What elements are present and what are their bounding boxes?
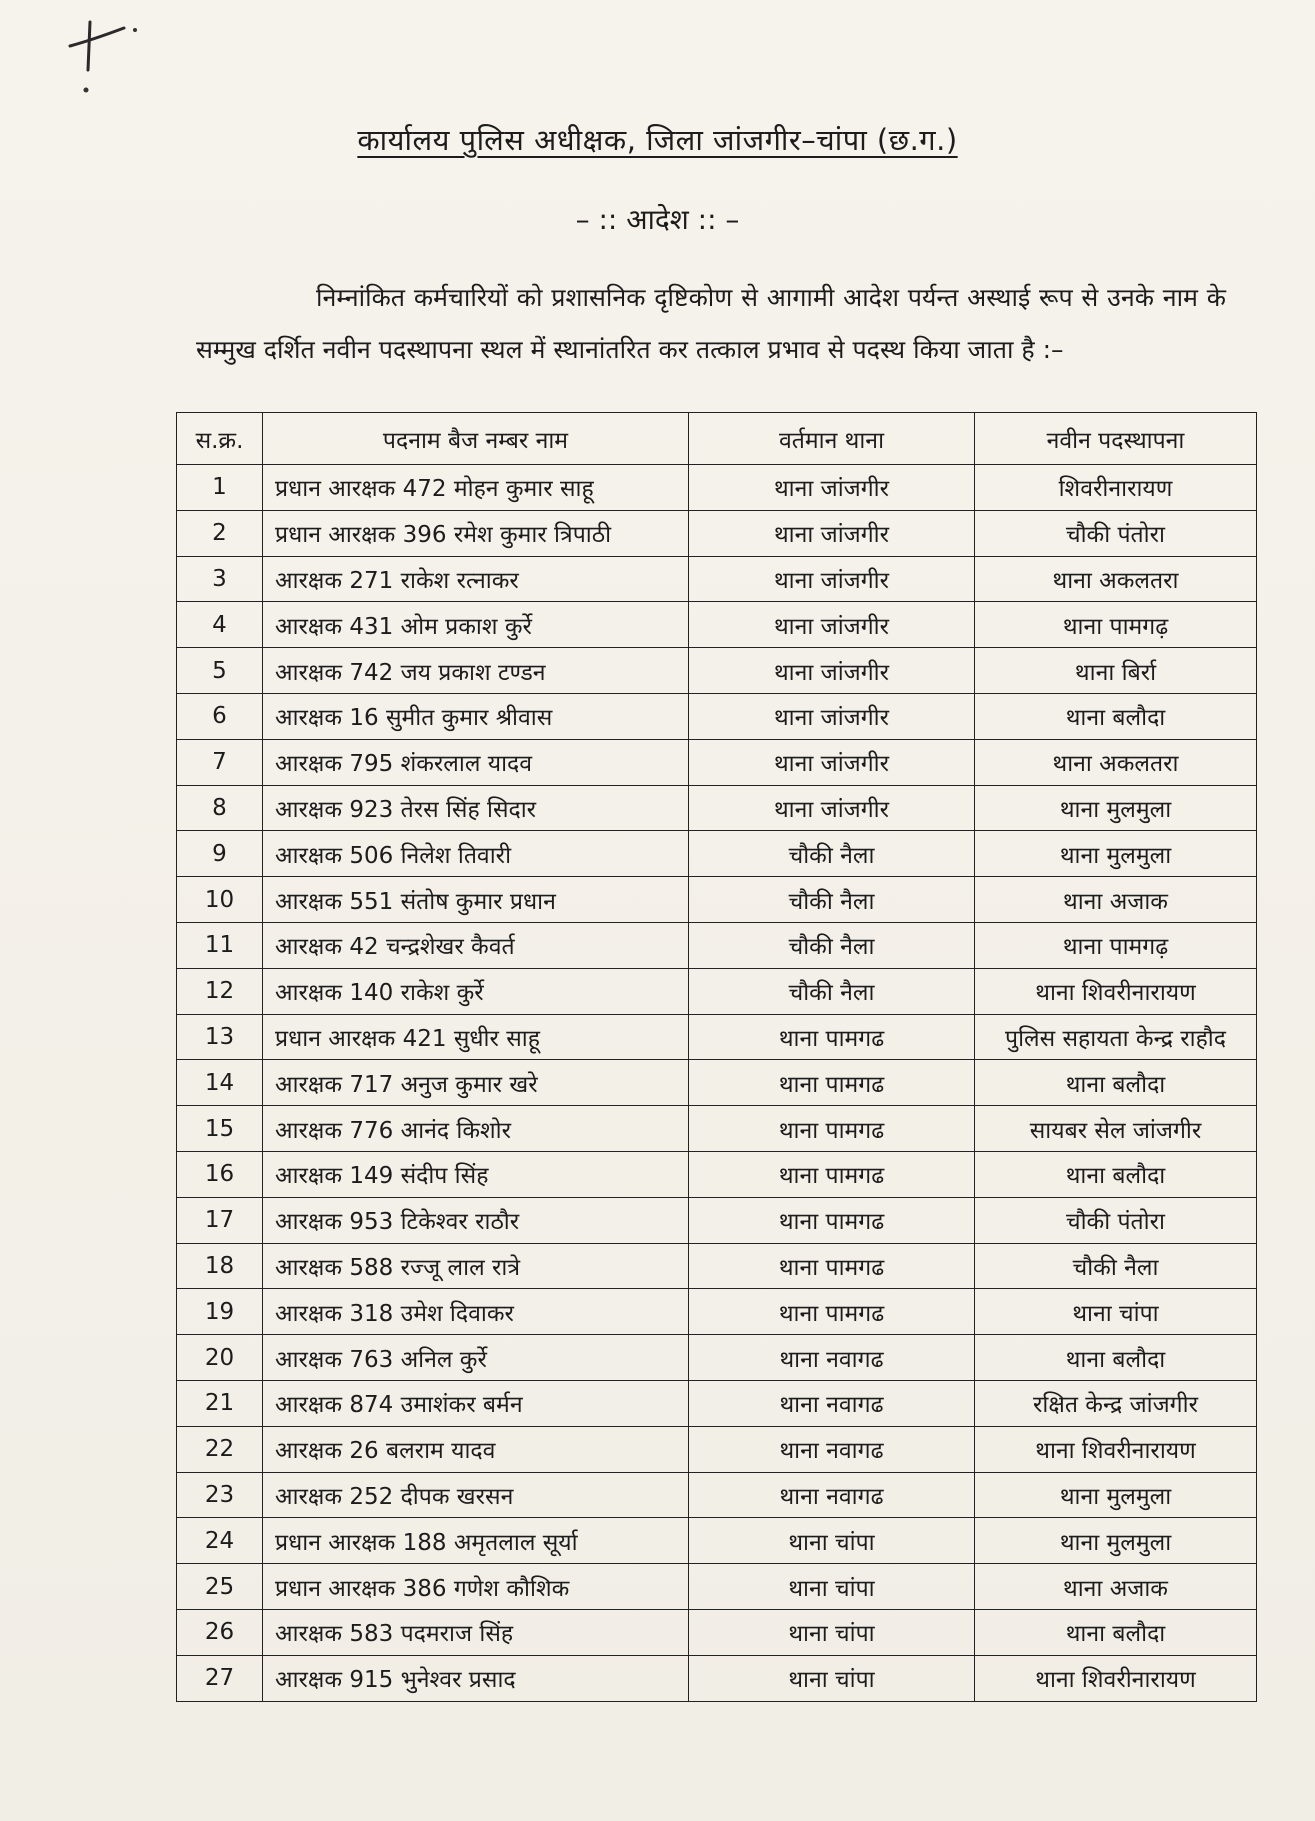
cell-new-posting: पुलिस सहायता केन्द्र राहौद [975, 1014, 1257, 1060]
table-row [177, 739, 1257, 785]
cell-new-posting: थाना पामगढ़ [975, 602, 1257, 648]
cell-name: प्रधान आरक्षक 396 रमेश कुमार त्रिपाठी [263, 510, 689, 556]
cell-serial: 11 [177, 922, 263, 968]
cell-serial: 16 [177, 1151, 263, 1197]
table-row [177, 1518, 1257, 1564]
cell-current-station: थाना नवागढ [689, 1426, 975, 1472]
cell-current-station: थाना जांजगीर [689, 648, 975, 694]
handwritten-mark [62, 18, 142, 98]
cell-name: आरक्षक 431 ओम प्रकाश कुर्रे [263, 602, 689, 648]
cell-name: आरक्षक 776 आनंद किशोर [263, 1106, 689, 1152]
cell-serial: 8 [177, 785, 263, 831]
cell-new-posting: थाना शिवरीनारायण [975, 1655, 1257, 1701]
cell-name: आरक्षक 742 जय प्रकाश टण्डन [263, 648, 689, 694]
cell-new-posting: सायबर सेल जांजगीर [975, 1106, 1257, 1152]
table-row [177, 1197, 1257, 1243]
column-header-new-posting: नवीन पदस्थापना [975, 413, 1257, 465]
cell-current-station: थाना जांजगीर [689, 556, 975, 602]
cell-new-posting: थाना मुलमुला [975, 831, 1257, 877]
cell-current-station: थाना जांजगीर [689, 739, 975, 785]
cell-name: आरक्षक 42 चन्द्रशेखर कैवर्त [263, 922, 689, 968]
cell-name: आरक्षक 915 भुनेश्वर प्रसाद [263, 1655, 689, 1701]
cell-name: प्रधान आरक्षक 472 मोहन कुमार साहू [263, 465, 689, 511]
cell-name: आरक्षक 795 शंकरलाल यादव [263, 739, 689, 785]
transfer-table [176, 412, 1257, 1702]
cell-serial: 5 [177, 648, 263, 694]
cell-serial: 25 [177, 1564, 263, 1610]
column-header-current-station: वर्तमान थाना [689, 413, 975, 465]
cell-name: आरक्षक 874 उमाशंकर बर्मन [263, 1380, 689, 1426]
table-row [177, 1060, 1257, 1106]
cell-current-station: चौकी नैला [689, 922, 975, 968]
table-row [177, 1426, 1257, 1472]
cell-current-station: चौकी नैला [689, 877, 975, 923]
cell-current-station: थाना पामगढ [689, 1289, 975, 1335]
table-row [177, 1472, 1257, 1518]
cell-serial: 7 [177, 739, 263, 785]
cell-name: आरक्षक 717 अनुज कुमार खरे [263, 1060, 689, 1106]
cell-serial: 2 [177, 510, 263, 556]
cell-serial: 22 [177, 1426, 263, 1472]
cell-serial: 20 [177, 1335, 263, 1381]
cell-new-posting: थाना बलौदा [975, 1335, 1257, 1381]
cell-current-station: चौकी नैला [689, 831, 975, 877]
cell-name: आरक्षक 551 संतोष कुमार प्रधान [263, 877, 689, 923]
cell-serial: 3 [177, 556, 263, 602]
cell-new-posting: थाना बलौदा [975, 1151, 1257, 1197]
cell-new-posting: थाना बलौदा [975, 693, 1257, 739]
column-header-serial: स.क्र. [177, 413, 263, 465]
cell-name: आरक्षक 271 राकेश रत्नाकर [263, 556, 689, 602]
cell-name: आरक्षक 149 संदीप सिंह [263, 1151, 689, 1197]
table-row [177, 1106, 1257, 1152]
cell-serial: 19 [177, 1289, 263, 1335]
cell-serial: 12 [177, 968, 263, 1014]
cell-new-posting: थाना अजाक [975, 877, 1257, 923]
cell-new-posting: थाना अकलतरा [975, 556, 1257, 602]
office-heading [0, 120, 1315, 159]
table-row [177, 831, 1257, 877]
intro-paragraph: निम्नांकित कर्मचारियों को प्रशासनिक दृष्टिकोण से आगामी आदेश पर्यन्त अस्थाई रूप से उनके नाम के सम्मुख दर्शित नवीन पदस्थापना स्थल में स्थानांतरित कर तत्काल प्रभाव से पदस्थ किया जाता है :– [196, 283, 1226, 364]
cell-serial: 15 [177, 1106, 263, 1152]
cell-current-station: थाना जांजगीर [689, 693, 975, 739]
cell-name: आरक्षक 252 दीपक खरसन [263, 1472, 689, 1518]
cell-current-station: थाना जांजगीर [689, 785, 975, 831]
table-row [177, 465, 1257, 511]
cell-new-posting: थाना मुलमुला [975, 785, 1257, 831]
table-row [177, 1014, 1257, 1060]
table-row [177, 1380, 1257, 1426]
cell-current-station: थाना चांपा [689, 1564, 975, 1610]
table-row [177, 556, 1257, 602]
table-row [177, 1655, 1257, 1701]
table-row [177, 693, 1257, 739]
cell-new-posting: चौकी पंतोरा [975, 510, 1257, 556]
cell-serial: 21 [177, 1380, 263, 1426]
cell-new-posting: थाना बलौदा [975, 1060, 1257, 1106]
table-row [177, 785, 1257, 831]
table-row [177, 1335, 1257, 1381]
cell-name: आरक्षक 763 अनिल कुर्रे [263, 1335, 689, 1381]
cell-current-station: थाना चांपा [689, 1518, 975, 1564]
table-row [177, 602, 1257, 648]
cell-name: प्रधान आरक्षक 188 अमृतलाल सूर्या [263, 1518, 689, 1564]
cell-current-station: थाना चांपा [689, 1655, 975, 1701]
order-title: – :: आदेश :: – [575, 203, 740, 236]
cell-current-station: थाना नवागढ [689, 1472, 975, 1518]
cell-new-posting: थाना मुलमुला [975, 1518, 1257, 1564]
cell-serial: 1 [177, 465, 263, 511]
cell-serial: 4 [177, 602, 263, 648]
cell-serial: 23 [177, 1472, 263, 1518]
table-row [177, 968, 1257, 1014]
cell-serial: 26 [177, 1609, 263, 1655]
cell-current-station: थाना पामगढ [689, 1060, 975, 1106]
cell-new-posting: थाना बलौदा [975, 1609, 1257, 1655]
cell-name: आरक्षक 953 टिकेश्वर राठौर [263, 1197, 689, 1243]
table-body [177, 465, 1257, 1702]
cell-current-station: चौकी नैला [689, 968, 975, 1014]
cell-new-posting: थाना पामगढ़ [975, 922, 1257, 968]
cell-new-posting: थाना मुलमुला [975, 1472, 1257, 1518]
cell-name: आरक्षक 16 सुमीत कुमार श्रीवास [263, 693, 689, 739]
cell-new-posting: थाना बिर्रा [975, 648, 1257, 694]
cell-current-station: थाना पामगढ [689, 1197, 975, 1243]
cell-name: आरक्षक 318 उमेश दिवाकर [263, 1289, 689, 1335]
cell-new-posting: थाना अकलतरा [975, 739, 1257, 785]
cell-name: आरक्षक 26 बलराम यादव [263, 1426, 689, 1472]
cell-name: आरक्षक 140 राकेश कुर्रे [263, 968, 689, 1014]
cell-current-station: थाना नवागढ [689, 1380, 975, 1426]
table-row [177, 1289, 1257, 1335]
table-row [177, 510, 1257, 556]
cell-current-station: थाना पामगढ [689, 1106, 975, 1152]
cell-serial: 6 [177, 693, 263, 739]
cell-serial: 13 [177, 1014, 263, 1060]
table-row [177, 648, 1257, 694]
table-row [177, 1151, 1257, 1197]
cell-new-posting: थाना चांपा [975, 1289, 1257, 1335]
cell-current-station: थाना जांजगीर [689, 465, 975, 511]
cell-serial: 9 [177, 831, 263, 877]
cell-new-posting: रक्षित केन्द्र जांजगीर [975, 1380, 1257, 1426]
cell-current-station: थाना चांपा [689, 1609, 975, 1655]
table-row [177, 1609, 1257, 1655]
cell-name: आरक्षक 923 तेरस सिंह सिदार [263, 785, 689, 831]
cell-name: आरक्षक 506 निलेश तिवारी [263, 831, 689, 877]
cell-new-posting: चौकी नैला [975, 1243, 1257, 1289]
cell-name: आरक्षक 588 रज्जू लाल रात्रे [263, 1243, 689, 1289]
cell-new-posting: शिवरीनारायण [975, 465, 1257, 511]
cell-name: प्रधान आरक्षक 386 गणेश कौशिक [263, 1564, 689, 1610]
cell-serial: 18 [177, 1243, 263, 1289]
cell-current-station: थाना पामगढ [689, 1151, 975, 1197]
cell-serial: 27 [177, 1655, 263, 1701]
cell-name: प्रधान आरक्षक 421 सुधीर साहू [263, 1014, 689, 1060]
cell-new-posting: चौकी पंतोरा [975, 1197, 1257, 1243]
cell-current-station: थाना पामगढ [689, 1014, 975, 1060]
cell-current-station: थाना जांजगीर [689, 510, 975, 556]
cell-current-station: थाना नवागढ [689, 1335, 975, 1381]
column-header-name: पदनाम बैज नम्बर नाम [263, 413, 689, 465]
cell-serial: 14 [177, 1060, 263, 1106]
table-row [177, 1243, 1257, 1289]
table-header-row [177, 413, 1257, 465]
cell-current-station: थाना जांजगीर [689, 602, 975, 648]
table-row [177, 922, 1257, 968]
cell-serial: 10 [177, 877, 263, 923]
cell-new-posting: थाना शिवरीनारायण [975, 1426, 1257, 1472]
cell-new-posting: थाना शिवरीनारायण [975, 968, 1257, 1014]
cell-name: आरक्षक 583 पदमराज सिंह [263, 1609, 689, 1655]
cell-current-station: थाना पामगढ [689, 1243, 975, 1289]
table-row [177, 1564, 1257, 1610]
cell-serial: 24 [177, 1518, 263, 1564]
cell-serial: 17 [177, 1197, 263, 1243]
office-heading-text: कार्यालय पुलिस अधीक्षक, जिला जांजगीर–चांपा (छ.ग.) [357, 123, 958, 157]
cell-new-posting: थाना अजाक [975, 1564, 1257, 1610]
table-row [177, 877, 1257, 923]
